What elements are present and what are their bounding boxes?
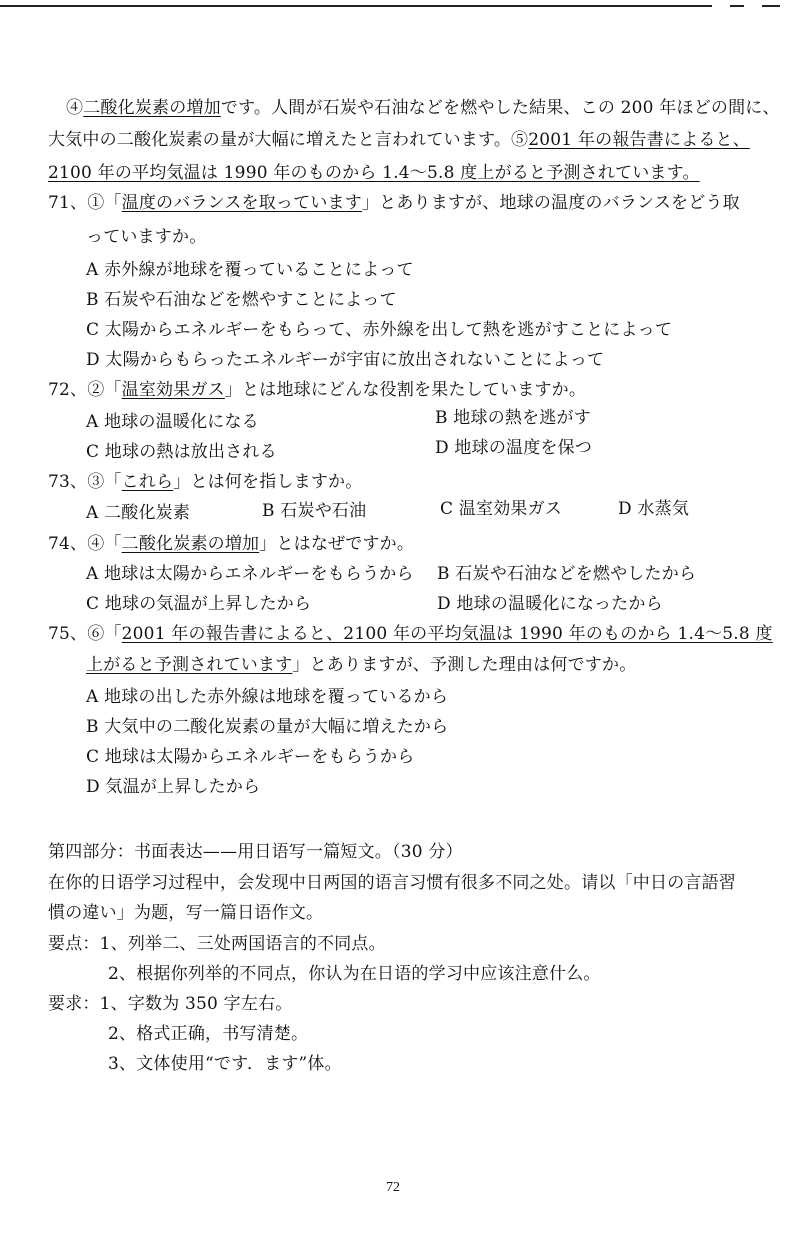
question-72-option-b: B 地球の熱を逃がす <box>435 408 591 428</box>
part4-title: 第四部分：书面表达——用日语写一篇短文。（30 分） <box>48 842 463 862</box>
question-71-stem-cont: っていますか。 <box>86 227 207 247</box>
part4-intro-line-1: 在你的日语学习过程中，会发现中日两国的语言习惯有很多不同之处。请以「中日の言語習 <box>48 873 736 893</box>
question-75-option-b: B 大気中の二酸化炭素の量が大幅に増えたから <box>86 717 449 737</box>
question-75-option-c: C 地球は太陽からエネルギーをもらうから <box>86 747 415 767</box>
question-72-stem: 72、②「温室効果ガス」とは地球にどんな役割を果たしていますか。 <box>48 380 587 400</box>
question-74-option-c: C 地球の気温が上昇したから <box>86 594 312 614</box>
passage-line-3: 2100 年の平均気温は 1990 年のものから 1.4～5.8 度上がると予測されています。 <box>48 163 700 183</box>
question-73-option-a: A 二酸化炭素 <box>86 503 191 523</box>
part4-intro-line-2: 慣の違い」为题，写一篇日语作文。 <box>48 903 324 923</box>
top-rule-dash <box>730 5 744 7</box>
question-74-option-b: B 石炭や石油などを燃やしたから <box>437 564 697 584</box>
question-75-stem-cont: 上がると予測されています」とありますが、予測した理由は何ですか。 <box>86 655 637 675</box>
question-73-option-b: B 石炭や石油 <box>262 501 367 521</box>
question-75-stem: 75、⑥「2001 年の報告書によると、2100 年の平均気温は 1990 年のものから 1.4～5.8 度 <box>48 624 773 644</box>
top-rule-dash <box>762 5 780 7</box>
top-rule <box>0 5 712 7</box>
page-number: 72 <box>386 1180 400 1195</box>
question-74-option-d: D 地球の温暖化になったから <box>437 594 663 614</box>
passage-line-2: 大気中の二酸化炭素の量が大幅に増えたと言われています。⑤2001 年の報告書によると、 <box>48 130 750 150</box>
question-73-option-d: D 水蒸気 <box>618 499 690 519</box>
question-71-stem: 71、①「温度のバランスを取っています」とありますが、地球の温度のバランスをどう取 <box>48 193 740 213</box>
question-73-option-c: C 温室効果ガス <box>440 499 563 519</box>
question-74-stem: 74、④「二酸化炭素の増加」とはなぜですか。 <box>48 534 415 554</box>
part4-requirement-3: 3、文体使用“です．ます”体。 <box>108 1054 342 1074</box>
part4-requirements-label: 要求：1、字数为 350 字左右。 <box>48 994 293 1014</box>
part4-point-2: 2、根据你列举的不同点，你认为在日语的学习中应该注意什么。 <box>108 964 601 984</box>
passage-line-1: ④二酸化炭素の増加です。人間が石炭や石油などを燃やした結果、この 200 年ほどの間に、 <box>66 98 780 118</box>
question-72-option-d: D 地球の温度を保つ <box>435 438 593 458</box>
question-71-option-c: C 太陽からエネルギーをもらって、赤外線を出して熱を逃がすことによって <box>86 320 673 340</box>
question-73-stem: 73、③「これら」とは何を指しますか。 <box>48 472 363 492</box>
question-72-option-a: A 地球の温暖化になる <box>86 412 259 432</box>
question-71-option-d: D 太陽からもらったエネルギーが宇宙に放出されないことによって <box>86 350 605 370</box>
question-75-option-d: D 気温が上昇したから <box>86 777 261 797</box>
question-74-option-a: A 地球は太陽からエネルギーをもらうから <box>86 564 414 584</box>
question-71-option-b: B 石炭や石油などを燃やすことによって <box>86 290 397 310</box>
part4-points-label: 要点：1、列举二、三处两国语言的不同点。 <box>48 934 386 954</box>
question-71-option-a: A 赤外線が地球を覆っていることによって <box>86 260 414 280</box>
part4-requirement-2: 2、格式正确，书写清楚。 <box>108 1024 309 1044</box>
question-72-option-c: C 地球の熱は放出される <box>86 442 277 462</box>
question-75-option-a: A 地球の出した赤外線は地球を覆っているから <box>86 687 449 707</box>
